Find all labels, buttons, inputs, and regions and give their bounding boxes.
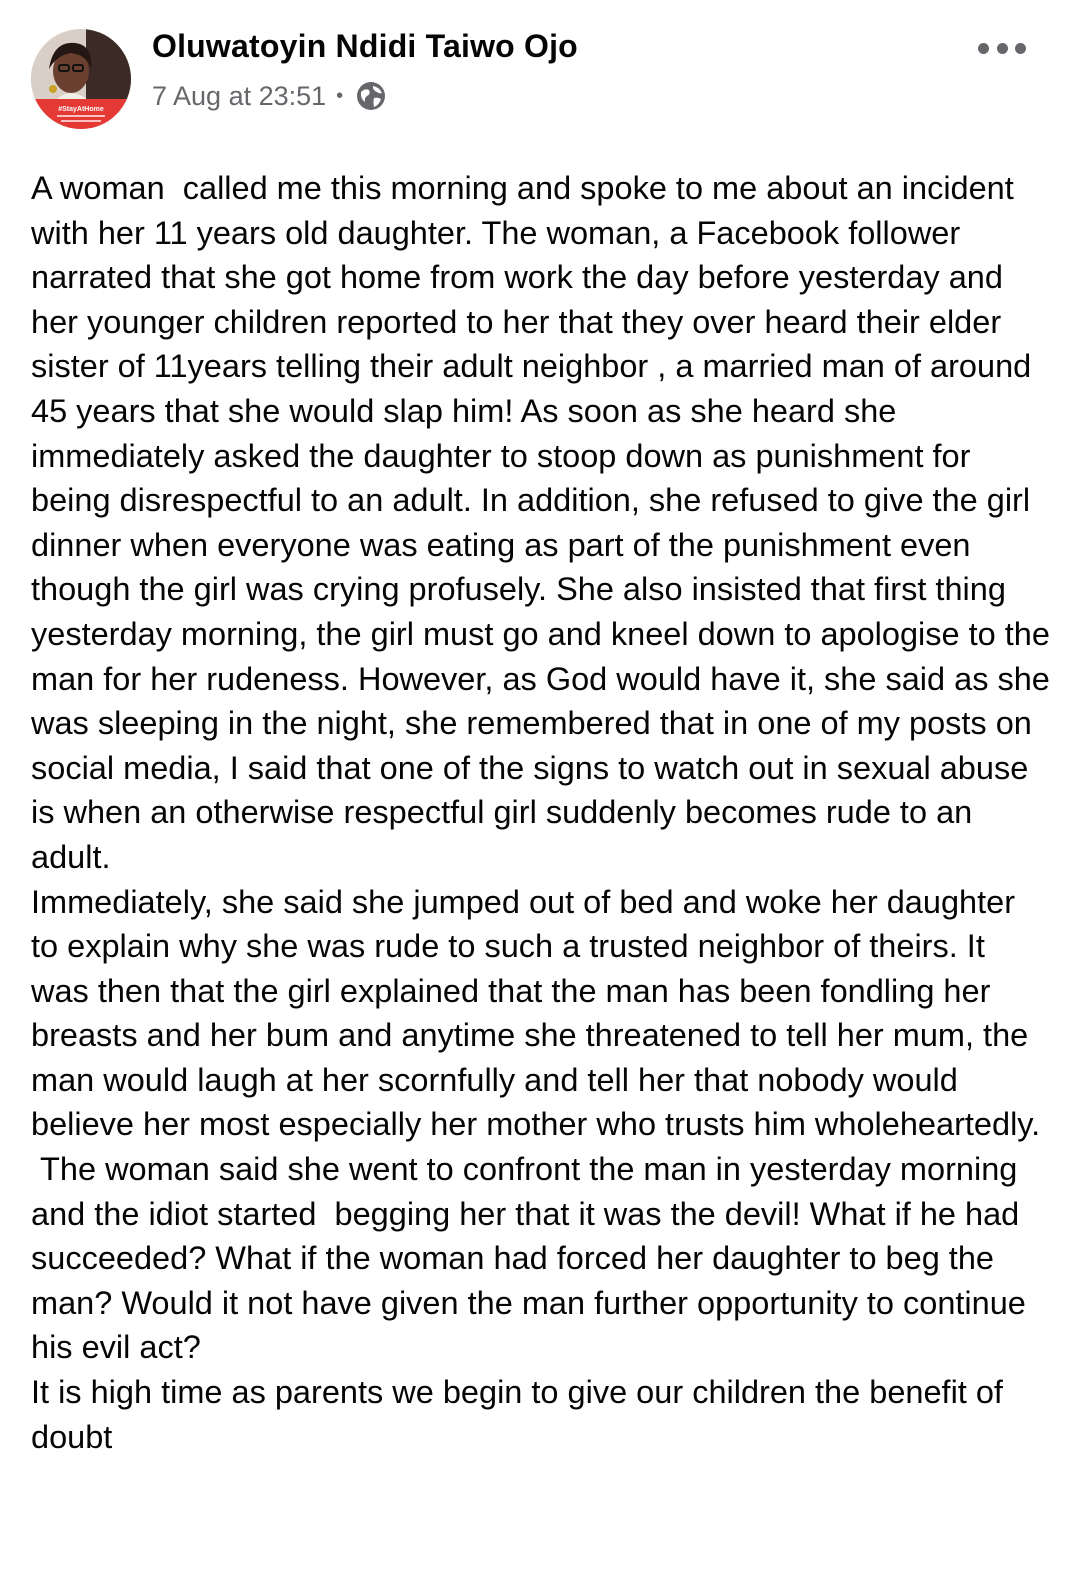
more-dot	[997, 43, 1008, 54]
more-dot	[978, 43, 989, 54]
post-paragraph: It is high time as parents we begin to give our children the benefit of doubt	[31, 1374, 1012, 1455]
post-meta	[152, 78, 387, 114]
post-timestamp[interactable]: 7 Aug at 23:51	[152, 80, 327, 111]
post-header	[0, 0, 1080, 140]
post-paragraph: A woman called me this morning and spoke to me about an incident with her 11 years old daughter. The woman, a Facebook follower narrated that she got home from work the day before yesterday and her younger children reported to her that they over heard their elder sister of 11years telling their adult neighbor , a married man of around 45 years that she would slap him! As soon as she heard she immediately asked the daughter to stoop down as punishment for being disrespectful to an adult. In addition, she refused to give the girl dinner when everyone was eating as part of the punishment even though the girl was crying profusely. She also insisted that first thing yesterday morning, the girl must go and kneel down to apologise to the man for her rudeness. However, as God would have it, she said as she was sleeping in the night, she remembered that in one of my posts on social media, I said that one of the signs to watch out in sexual abuse is when an otherwise respectful girl suddenly becomes rude to an adult.	[31, 170, 1059, 875]
author-avatar[interactable]	[31, 29, 131, 129]
meta-separator: •	[336, 84, 344, 107]
author-name[interactable]: Oluwatoyin Ndidi Taiwo Ojo	[152, 28, 578, 64]
avatar-photo	[31, 29, 131, 129]
more-dot	[1015, 43, 1026, 54]
post-paragraph: The woman said she went to confront the man in yesterday morning and the idiot started begging her that it was the devil! What if he had succeeded? What if the woman had forced her daughter to beg the man? Would it not have given the man further opportunity to continue his evil act?	[31, 1151, 1035, 1366]
post-body	[31, 166, 1059, 1459]
avatar-badge-text: #StayAtHome	[58, 106, 104, 113]
more-options-icon[interactable]	[978, 36, 1026, 60]
globe-icon[interactable]	[355, 80, 387, 112]
post-paragraph: Immediately, she said she jumped out of bed and woke her daughter to explain why she was rude to such a trusted neighbor of theirs. It was then that the girl explained that the man has been fondling her breasts and her bum and anytime she threatened to tell her mum, the man would laugh at her scornfully and tell her that nobody would believe her most especially her mother who trusts him wholeheartedly.	[31, 883, 1041, 1143]
